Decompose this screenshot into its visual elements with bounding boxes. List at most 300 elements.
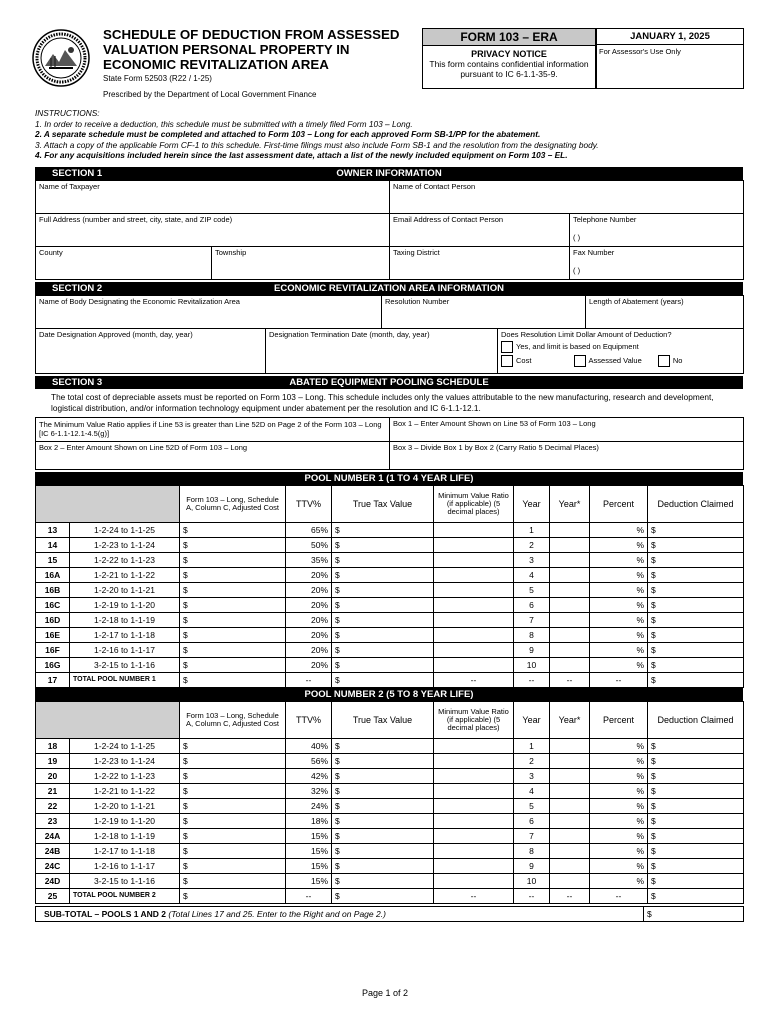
col-adjusted-cost: Form 103 – Long, Schedule A, Column C, Adjusted Cost [180, 701, 286, 738]
pool-1-header [36, 485, 744, 522]
adjusted-cost-input[interactable]: $ [180, 873, 286, 888]
line-number: 18 [36, 738, 70, 753]
percent-input[interactable]: % [590, 582, 648, 597]
true-tax-value-input[interactable]: $ [332, 873, 434, 888]
year-value: 8 [514, 843, 550, 858]
acquisition-dates: 1-2-21 to 1-1-22 [70, 783, 180, 798]
true-tax-value-input[interactable]: $ [332, 582, 434, 597]
box-2-field[interactable]: Box 2 – Enter Amount Shown on Line 52D of Form 103 – Long [36, 441, 390, 469]
ttv-percent: 20% [286, 567, 332, 582]
section-2-bar [35, 282, 743, 295]
min-ratio-input[interactable] [434, 813, 514, 828]
year-star-input[interactable] [550, 567, 590, 582]
acquisition-dates: 1-2-16 to 1-1-17 [70, 858, 180, 873]
deduction-input[interactable]: $ [648, 552, 744, 567]
resolution-number-field[interactable]: Resolution Number [382, 295, 586, 328]
adjusted-cost-input[interactable]: $ [180, 552, 286, 567]
year-value: 1 [514, 738, 550, 753]
percent-input[interactable]: % [590, 657, 648, 672]
deduction-input[interactable]: $ [648, 567, 744, 582]
year-value: 1 [514, 522, 550, 537]
percent-input[interactable]: % [590, 783, 648, 798]
year-value: 5 [514, 582, 550, 597]
true-tax-value-input[interactable]: $ [332, 858, 434, 873]
limit-question: Does Resolution Limit Dollar Amount of Deduction? Yes, and limit is based on Equipment Cost Assessed Value No [498, 328, 744, 373]
pool-row [36, 798, 744, 813]
line-number: 16B [36, 582, 70, 597]
abatement-length-field[interactable]: Length of Abatement (years) [586, 295, 744, 328]
adjusted-cost-input[interactable]: $ [180, 768, 286, 783]
adjusted-cost-input[interactable]: $ [180, 753, 286, 768]
min-ratio-input[interactable] [434, 828, 514, 843]
termination-date-field[interactable]: Designation Termination Date (month, day, year) [266, 328, 498, 373]
year-value: 3 [514, 552, 550, 567]
date-approved-field[interactable]: Date Designation Approved (month, day, year) [36, 328, 266, 373]
col-true-tax-value: True Tax Value [332, 485, 434, 522]
percent-input[interactable]: % [590, 873, 648, 888]
page-number: Page 1 of 2 [361, 988, 409, 998]
pool-row [36, 537, 744, 552]
true-tax-value-input[interactable]: $ [332, 552, 434, 567]
county-field[interactable]: County [36, 246, 212, 279]
adjusted-cost-input[interactable]: $ [180, 597, 286, 612]
instruction-4: 4. For any acquisitions included herein since the last assessment date, attach a list of the newly included equipment on Form 103 – EL. [35, 150, 568, 160]
col-year: Year [514, 485, 550, 522]
line-number: 16E [36, 627, 70, 642]
deduction-input[interactable]: $ [648, 522, 744, 537]
year-star-input[interactable] [550, 798, 590, 813]
total-cost-input[interactable]: $ [180, 672, 286, 687]
year-star-input[interactable] [550, 537, 590, 552]
contact-name-field[interactable]: Name of Contact Person [390, 180, 744, 213]
acquisition-dates: 1-2-24 to 1-1-25 [70, 522, 180, 537]
instruction-3: 3. Attach a copy of the applicable Form CF-1 to this schedule. First-time filings must also include Form SB-1 and the resolution from the designating body. [35, 139, 599, 150]
true-tax-value-input[interactable]: $ [332, 627, 434, 642]
line-number: 24D [36, 873, 70, 888]
year-value: 9 [514, 642, 550, 657]
form-header [35, 24, 743, 106]
ttv-percent: 56% [286, 753, 332, 768]
acquisition-dates: 1-2-24 to 1-1-25 [70, 738, 180, 753]
line-number: 13 [36, 522, 70, 537]
deduction-input[interactable]: $ [648, 582, 744, 597]
deduction-input[interactable]: $ [648, 597, 744, 612]
subtotal-amount[interactable]: $ [644, 906, 744, 921]
acquisition-dates: 3-2-15 to 1-1-16 [70, 873, 180, 888]
year-star-input[interactable] [550, 627, 590, 642]
no-checkbox[interactable] [658, 355, 670, 367]
min-ratio-input[interactable] [434, 537, 514, 552]
year-value: 6 [514, 813, 550, 828]
form-title: SCHEDULE OF DEDUCTION FROM ASSESSED VALUATION PERSONAL PROPERTY IN ECONOMIC REVITALIZATION AREA [103, 27, 400, 72]
acquisition-dates: 1-2-21 to 1-1-22 [70, 567, 180, 582]
deduction-input[interactable]: $ [648, 783, 744, 798]
line-number: 16F [36, 642, 70, 657]
ratio-table [35, 417, 744, 470]
col-ttv: TTV% [286, 701, 332, 738]
total-year: -- [514, 672, 550, 687]
col-deduction: Deduction Claimed [648, 485, 744, 522]
percent-input[interactable]: % [590, 813, 648, 828]
section-1-label: SECTION 1 [52, 167, 103, 179]
min-ratio-input[interactable] [434, 768, 514, 783]
pool-row [36, 522, 744, 537]
pool-1-table [35, 485, 744, 688]
percent-input[interactable]: % [590, 522, 648, 537]
percent-input[interactable]: % [590, 843, 648, 858]
instructions [35, 108, 743, 161]
line-number: 23 [36, 813, 70, 828]
min-ratio-input[interactable] [434, 798, 514, 813]
line-number: 15 [36, 552, 70, 567]
taxpayer-name-field[interactable]: Name of Taxpayer [36, 180, 390, 213]
true-tax-value-input[interactable]: $ [332, 768, 434, 783]
pool-row [36, 597, 744, 612]
section-2-label: SECTION 2 [52, 282, 103, 294]
ttv-percent: 20% [286, 612, 332, 627]
designating-body-field[interactable]: Name of Body Designating the Economic Revitalization Area [36, 295, 382, 328]
col-true-tax-value: True Tax Value [332, 701, 434, 738]
yes-checkbox[interactable] [501, 341, 513, 353]
year-star-input[interactable] [550, 642, 590, 657]
min-ratio-input[interactable] [434, 552, 514, 567]
section-2 [35, 282, 743, 374]
pool-row [36, 738, 744, 753]
adjusted-cost-input[interactable]: $ [180, 612, 286, 627]
total-true-tax-input[interactable]: $ [332, 888, 434, 903]
col-year-star: Year* [550, 485, 590, 522]
ttv-percent: 18% [286, 813, 332, 828]
email-field[interactable]: Email Address of Contact Person [390, 213, 570, 246]
line-number: 20 [36, 768, 70, 783]
line-number: 24A [36, 828, 70, 843]
year-star-input[interactable] [550, 522, 590, 537]
deduction-input[interactable]: $ [648, 768, 744, 783]
percent-input[interactable]: % [590, 642, 648, 657]
adjusted-cost-input[interactable]: $ [180, 738, 286, 753]
acquisition-dates: 1-2-20 to 1-1-21 [70, 798, 180, 813]
deduction-input[interactable]: $ [648, 813, 744, 828]
year-star-input[interactable] [550, 753, 590, 768]
adjusted-cost-input[interactable]: $ [180, 567, 286, 582]
ttv-percent: 20% [286, 582, 332, 597]
percent-input[interactable]: % [590, 798, 648, 813]
pool-row [36, 642, 744, 657]
form-page [35, 24, 743, 922]
ttv-percent: 20% [286, 627, 332, 642]
privacy-title: PRIVACY NOTICE [471, 49, 547, 59]
year-value: 2 [514, 537, 550, 552]
year-star-input[interactable] [550, 783, 590, 798]
form-name: FORM 103 – ERA [423, 29, 595, 46]
acquisition-dates: 3-2-15 to 1-1-16 [70, 657, 180, 672]
year-star-input[interactable] [550, 552, 590, 567]
section-3-note: The total cost of depreciable assets must be reported on Form 103 – Long. This schedule includes only the values attributable to the new manufacturing, research and development, logistical distribution, and/or information technology equipment under abatement per the resolution and IC 6-1.1-12.1. [51, 391, 714, 413]
total-cost-input[interactable]: $ [180, 888, 286, 903]
ttv-percent: 65% [286, 522, 332, 537]
percent-input[interactable]: % [590, 567, 648, 582]
pool-row [36, 552, 744, 567]
box-1-field[interactable]: Box 1 – Enter Amount Shown on Line 53 of Form 103 – Long [390, 417, 744, 441]
year-value: 7 [514, 828, 550, 843]
pool-row [36, 873, 744, 888]
year-star-input[interactable] [550, 843, 590, 858]
year-star-input[interactable] [550, 582, 590, 597]
pool-row [36, 768, 744, 783]
col-year-star: Year* [550, 701, 590, 738]
true-tax-value-input[interactable]: $ [332, 738, 434, 753]
privacy-notice [423, 46, 595, 79]
min-ratio-input[interactable] [434, 657, 514, 672]
true-tax-value-input[interactable]: $ [332, 657, 434, 672]
pool-row [36, 783, 744, 798]
deduction-input[interactable]: $ [648, 627, 744, 642]
year-star-input[interactable] [550, 657, 590, 672]
pool-row [36, 843, 744, 858]
line-number: 22 [36, 798, 70, 813]
true-tax-value-input[interactable]: $ [332, 828, 434, 843]
acquisition-dates: 1-2-16 to 1-1-17 [70, 642, 180, 657]
year-star-input[interactable] [550, 858, 590, 873]
true-tax-value-input[interactable]: $ [332, 612, 434, 627]
adjusted-cost-input[interactable]: $ [180, 798, 286, 813]
percent-input[interactable]: % [590, 627, 648, 642]
deduction-input[interactable]: $ [648, 828, 744, 843]
pool-1-title: POOL NUMBER 1 (1 TO 4 YEAR LIFE) [35, 472, 743, 485]
year-star-input[interactable] [550, 828, 590, 843]
year-value: 5 [514, 798, 550, 813]
true-tax-value-input[interactable]: $ [332, 843, 434, 858]
year-star-input[interactable] [550, 813, 590, 828]
instruction-2: 2. A separate schedule must be completed and attached to Form 103 – Long for each approved Form SB-1/PP for the abatement. [35, 129, 541, 139]
instruction-1: 1. In order to receive a deduction, this schedule must be submitted with a timely filed Form 103 – Long. [35, 118, 413, 129]
true-tax-value-input[interactable]: $ [332, 783, 434, 798]
form-date: JANUARY 1, 2025 [597, 29, 743, 45]
line-number: 24C [36, 858, 70, 873]
pool-2-header [36, 701, 744, 738]
adjusted-cost-input[interactable]: $ [180, 642, 286, 657]
assessor-use-field[interactable]: For Assessor's Use Only [599, 47, 681, 56]
col-percent: Percent [590, 701, 648, 738]
pool-1 [35, 472, 743, 688]
min-ratio-input[interactable] [434, 567, 514, 582]
true-tax-value-input[interactable]: $ [332, 522, 434, 537]
date-box [596, 28, 744, 89]
col-min-ratio: Minimum Value Ratio (if applicable) (5 decimal places) [434, 701, 514, 738]
deduction-input[interactable]: $ [648, 642, 744, 657]
deduction-input[interactable]: $ [648, 657, 744, 672]
true-tax-value-input[interactable]: $ [332, 813, 434, 828]
deduction-input[interactable]: $ [648, 858, 744, 873]
section-3-label: SECTION 3 [52, 376, 103, 388]
year-star-input[interactable] [550, 597, 590, 612]
total-deduction-input[interactable]: $ [648, 888, 744, 903]
adjusted-cost-input[interactable]: $ [180, 537, 286, 552]
percent-input[interactable]: % [590, 768, 648, 783]
deduction-input[interactable]: $ [648, 753, 744, 768]
line-number: 16A [36, 567, 70, 582]
fax-field[interactable]: Fax Number ( ) [570, 246, 744, 279]
adjusted-cost-input[interactable]: $ [180, 858, 286, 873]
total-true-tax-input[interactable]: $ [332, 672, 434, 687]
deduction-input[interactable]: $ [648, 612, 744, 627]
line-number: 14 [36, 537, 70, 552]
instructions-title: INSTRUCTIONS: [35, 108, 100, 118]
line-number: 25 [36, 888, 70, 903]
ttv-percent: 15% [286, 828, 332, 843]
year-value: 8 [514, 627, 550, 642]
true-tax-value-input[interactable]: $ [332, 753, 434, 768]
percent-input[interactable]: % [590, 612, 648, 627]
deduction-input[interactable]: $ [648, 798, 744, 813]
min-ratio-input[interactable] [434, 612, 514, 627]
state-seal-icon [31, 28, 91, 88]
subtotal-table [35, 906, 744, 922]
line-number: 24B [36, 843, 70, 858]
section-1-bar [35, 167, 743, 180]
min-ratio-input[interactable] [434, 738, 514, 753]
deduction-input[interactable]: $ [648, 537, 744, 552]
min-ratio-input[interactable] [434, 522, 514, 537]
phone-field[interactable]: Telephone Number ( ) [570, 213, 744, 246]
pool-row [36, 858, 744, 873]
total-year-star: -- [550, 888, 590, 903]
pool-2-table [35, 701, 744, 904]
cost-checkbox[interactable] [501, 355, 513, 367]
total-label: TOTAL POOL NUMBER 1 [70, 672, 180, 687]
pool-row [36, 582, 744, 597]
line-number: 17 [36, 672, 70, 687]
owner-info-table [35, 180, 744, 280]
percent-input[interactable]: % [590, 552, 648, 567]
box-3-field[interactable]: Box 3 – Divide Box 1 by Box 2 (Carry Ratio 5 Decimal Places) [390, 441, 744, 469]
total-label: TOTAL POOL NUMBER 2 [70, 888, 180, 903]
acquisition-dates: 1-2-22 to 1-1-23 [70, 552, 180, 567]
year-value: 6 [514, 597, 550, 612]
year-star-input[interactable] [550, 873, 590, 888]
col-adjusted-cost: Form 103 – Long, Schedule A, Column C, Adjusted Cost [180, 485, 286, 522]
line-number: 19 [36, 753, 70, 768]
percent-input[interactable]: % [590, 858, 648, 873]
assessed-value-checkbox[interactable] [574, 355, 586, 367]
state-form-number: State Form 52503 (R22 / 1-25) [103, 74, 212, 83]
township-field[interactable]: Township [212, 246, 390, 279]
section-3 [35, 376, 743, 470]
acquisition-dates: 1-2-23 to 1-1-24 [70, 537, 180, 552]
adjusted-cost-input[interactable]: $ [180, 828, 286, 843]
total-percent: -- [590, 672, 648, 687]
col-year: Year [514, 701, 550, 738]
percent-input[interactable]: % [590, 537, 648, 552]
year-value: 3 [514, 768, 550, 783]
min-ratio-input[interactable] [434, 783, 514, 798]
total-year: -- [514, 888, 550, 903]
pool-row [36, 567, 744, 582]
percent-input[interactable]: % [590, 828, 648, 843]
deduction-input[interactable]: $ [648, 843, 744, 858]
min-ratio-input[interactable] [434, 873, 514, 888]
acquisition-dates: 1-2-19 to 1-1-20 [70, 597, 180, 612]
ttv-percent: 15% [286, 858, 332, 873]
total-percent: -- [590, 888, 648, 903]
year-value: 4 [514, 783, 550, 798]
acquisition-dates: 1-2-18 to 1-1-19 [70, 612, 180, 627]
col-ttv: TTV% [286, 485, 332, 522]
year-star-input[interactable] [550, 612, 590, 627]
true-tax-value-input[interactable]: $ [332, 567, 434, 582]
year-value: 4 [514, 567, 550, 582]
year-star-input[interactable] [550, 738, 590, 753]
line-number: 16D [36, 612, 70, 627]
acquisition-dates: 1-2-20 to 1-1-21 [70, 582, 180, 597]
section-2-title: ECONOMIC REVITALIZATION AREA INFORMATION [274, 282, 504, 294]
min-ratio-input[interactable] [434, 843, 514, 858]
acquisition-dates: 1-2-17 to 1-1-18 [70, 627, 180, 642]
pool-2-header-blank [36, 701, 180, 738]
adjusted-cost-input[interactable]: $ [180, 813, 286, 828]
deduction-input[interactable]: $ [648, 738, 744, 753]
year-star-input[interactable] [550, 768, 590, 783]
adjusted-cost-input[interactable]: $ [180, 627, 286, 642]
true-tax-value-input[interactable]: $ [332, 537, 434, 552]
min-ratio-input[interactable] [434, 582, 514, 597]
adjusted-cost-input[interactable]: $ [180, 783, 286, 798]
ttv-percent: 24% [286, 798, 332, 813]
adjusted-cost-input[interactable]: $ [180, 582, 286, 597]
adjusted-cost-input[interactable]: $ [180, 657, 286, 672]
true-tax-value-input[interactable]: $ [332, 597, 434, 612]
year-value: 10 [514, 873, 550, 888]
adjusted-cost-input[interactable]: $ [180, 522, 286, 537]
total-deduction-input[interactable]: $ [648, 672, 744, 687]
form-id-box [422, 28, 596, 89]
pool-2-title: POOL NUMBER 2 (5 TO 8 YEAR LIFE) [35, 688, 743, 701]
year-value: 2 [514, 753, 550, 768]
acquisition-dates: 1-2-22 to 1-1-23 [70, 768, 180, 783]
adjusted-cost-input[interactable]: $ [180, 843, 286, 858]
section-1-title: OWNER INFORMATION [336, 167, 442, 179]
deduction-input[interactable]: $ [648, 873, 744, 888]
ttv-percent: 20% [286, 657, 332, 672]
ttv-percent: 42% [286, 768, 332, 783]
percent-input[interactable]: % [590, 597, 648, 612]
min-ratio-input[interactable] [434, 753, 514, 768]
percent-input[interactable]: % [590, 738, 648, 753]
true-tax-value-input[interactable]: $ [332, 642, 434, 657]
section-3-bar [35, 376, 743, 389]
line-number: 21 [36, 783, 70, 798]
pool-row [36, 753, 744, 768]
taxing-district-field[interactable]: Taxing District [390, 246, 570, 279]
address-field[interactable]: Full Address (number and street, city, state, and ZIP code) [36, 213, 390, 246]
min-ratio-input[interactable] [434, 627, 514, 642]
pool-total-row [36, 672, 744, 687]
pool-row [36, 828, 744, 843]
col-percent: Percent [590, 485, 648, 522]
pool-row [36, 657, 744, 672]
min-ratio-input[interactable] [434, 597, 514, 612]
ttv-percent: 15% [286, 873, 332, 888]
pool-row [36, 627, 744, 642]
true-tax-value-input[interactable]: $ [332, 798, 434, 813]
ttv-percent: 35% [286, 552, 332, 567]
min-ratio-input[interactable] [434, 642, 514, 657]
pool-total-row [36, 888, 744, 903]
pool-row [36, 813, 744, 828]
percent-input[interactable]: % [590, 753, 648, 768]
min-ratio-input[interactable] [434, 858, 514, 873]
pool-row [36, 612, 744, 627]
